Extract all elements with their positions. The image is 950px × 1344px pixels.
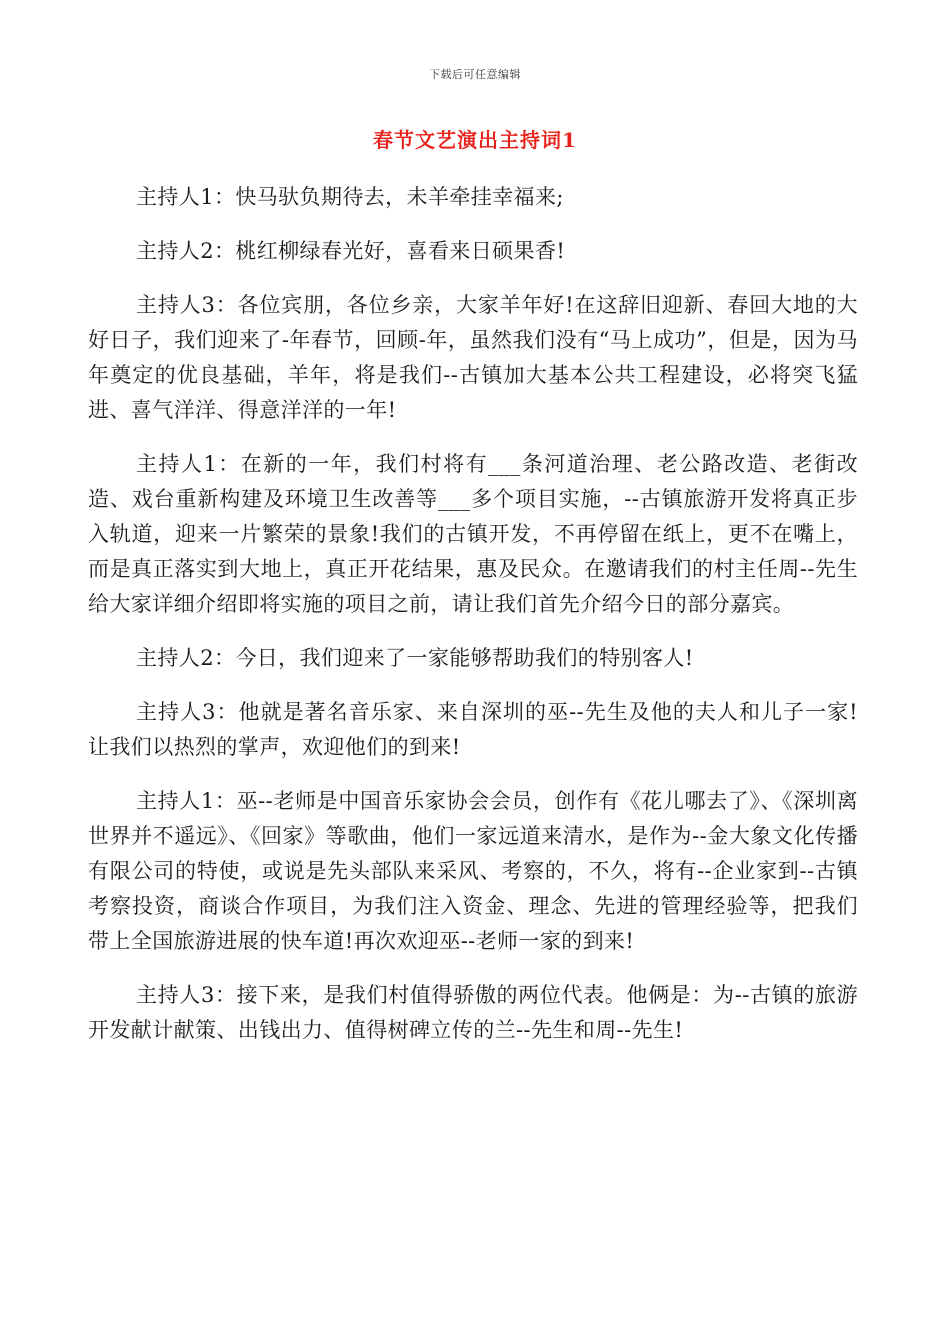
- paragraph-host2-guests: 主持人2：今日，我们迎来了一家能够帮助我们的特别客人!: [136, 646, 694, 670]
- paragraph-host3-representatives: 主持人3：接下来，是我们村值得骄傲的两位代表。他俩是：为--古镇的旅游开发献计献策、出钱出力、值得树碑立传的兰--先生和周--先生!: [88, 983, 858, 1042]
- paragraph-host3-greeting: 主持人3：各位宾朋，各位乡亲，大家羊年好!在这辞旧迎新、春回大地的大好日子，我们迎来了-年春节，回顾-年，虽然我们没有“马上成功”，但是，因为马年奠定的优良基础，羊年，将是我们--古镇加大基本公共工程建设，必将突飞猛进、喜气洋洋、得意洋洋的一年!: [88, 293, 858, 422]
- paragraph-host1-projects: 主持人1：在新的一年，我们村将有___条河道治理、老公路改造、老街改造、戏台重新构建及环境卫生改善等___多个项目实施，--古镇旅游开发将真正步入轨道，迎来一片繁荣的景象!我们的古镇开发，不再停留在纸上，更不在嘴上，而是真正落实到大地上，真正开花结果，惠及民众。在邀请我们的村主任周--先生给大家详细介绍即将实施的项目之前，请让我们首先介绍今日的部分嘉宾。: [88, 452, 858, 616]
- document-title: 春节文艺演出主持词1: [373, 128, 577, 152]
- header-note: 下载后可任意编辑: [429, 68, 521, 81]
- document-body: [88, 180, 858, 1067]
- paragraph-host1-opening: 主持人1：快马驮负期待去，未羊牵挂幸福来;: [136, 185, 564, 209]
- paragraph-host3-musician: 主持人3：他就是著名音乐家、来自深圳的巫--先生及他的夫人和儿子一家!让我们以热烈的掌声，欢迎他们的到来!: [88, 700, 858, 759]
- paragraph-host2-opening: 主持人2：桃红柳绿春光好，喜看来日硕果香!: [136, 239, 566, 263]
- paragraph-host1-teacher: 主持人1：巫--老师是中国音乐家协会会员，创作有《花儿哪去了》、《深圳离世界并不遥远》、《回家》等歌曲，他们一家远道来清水，是作为--金大象文化传播有限公司的特使，或说是先头部队来采风、考察的，不久，将有--企业家到--古镇考察投资，商谈合作项目，为我们注入资金、理念、先进的管理经验等，把我们带上全国旅游进展的快车道!再次欢迎巫--老师一家的到来!: [88, 789, 858, 953]
